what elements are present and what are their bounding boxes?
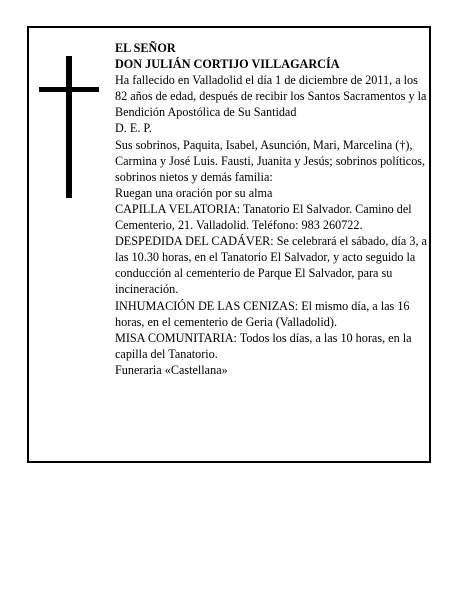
latin-cross-icon bbox=[39, 56, 99, 198]
ashes-burial: INHUMACIÓN DE LAS CENIZAS: El mismo día, a las 16 horas, en el cementerio de Geria (Valladolid). bbox=[115, 298, 410, 329]
death-notice: Ha fallecido en Valladolid el día 1 de diciembre de 2011, a los 82 años de edad, después de recibir los Santos Sacramentos y la Bendición Apostólica de Su Santidad bbox=[115, 73, 427, 120]
wake-chapel: CAPILLA VELATORIA: Tanatorio El Salvador. Camino del Cementerio, 21. Valladolid. Teléfono: 983 260722. bbox=[115, 201, 412, 233]
honorific: EL SEÑOR bbox=[115, 41, 176, 55]
community-mass: MISA COMUNITARIA: Todos los días, a las 10 horas, en la capilla del Tanatorio. bbox=[115, 330, 412, 361]
prayer-request: Ruegan una oración por su alma bbox=[115, 185, 273, 200]
deceased-name: DON JULIÁN CORTIJO VILLAGARCÍA bbox=[115, 57, 340, 72]
family-members: Sus sobrinos, Paquita, Isabel, Asunción, Mari, Marcelina (†), Carmina y José Luis. Fausti, Juanita y Jesús; sobrinos políticos, sobrinos nietos y demás familia: bbox=[115, 137, 426, 184]
rip-text: D. E. P. bbox=[115, 121, 152, 136]
obituary-notice bbox=[27, 26, 431, 463]
cross-vertical-bar bbox=[66, 56, 72, 198]
farewell-service: DESPEDIDA DEL CADÁVER: Se celebrará el sábado, día 3, a las 10.30 horas, en el Tanatorio El Salvador, y acto seguido la conducción al cementerio de Parque El Salvador, para su incineración. bbox=[115, 234, 427, 297]
cross-horizontal-bar bbox=[39, 87, 99, 92]
notice-body bbox=[115, 40, 427, 378]
funeral-home: Funeraria «Castellana» bbox=[115, 362, 228, 377]
